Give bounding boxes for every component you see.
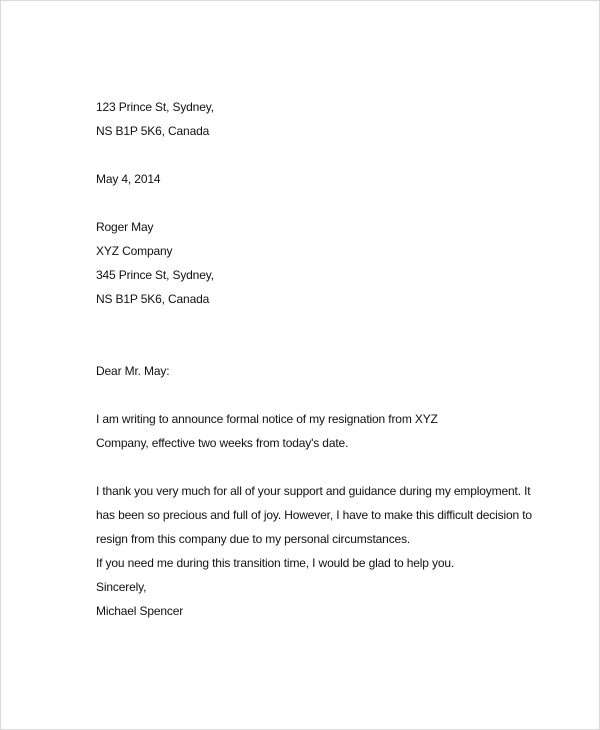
- recipient-name: Roger May: [96, 220, 154, 234]
- paragraph-2-line-4: If you need me during this transition time, I would be glad to help you.: [96, 556, 455, 570]
- recipient-address-line-2: NS B1P 5K6, Canada: [96, 292, 210, 306]
- sender-address-line-1: 123 Prince St, Sydney,: [96, 100, 214, 114]
- recipient-company: XYZ Company: [96, 244, 173, 258]
- signature: Michael Spencer: [96, 604, 184, 618]
- recipient-address-line-1: 345 Prince St, Sydney,: [96, 268, 214, 282]
- closing: Sincerely,: [96, 580, 147, 594]
- paragraph-1-line-1: I am writing to announce formal notice of my resignation from XYZ: [96, 412, 438, 426]
- paragraph-1-line-2: Company, effective two weeks from today's date.: [96, 436, 349, 450]
- letter-date: May 4, 2014: [96, 172, 161, 186]
- sender-address-line-2: NS B1P 5K6, Canada: [96, 124, 210, 138]
- salutation: Dear Mr. May:: [96, 364, 170, 378]
- paragraph-2-line-1: I thank you very much for all of your support and guidance during my employment. It: [96, 484, 531, 498]
- paragraph-2-line-2: has been so precious and full of joy. However, I have to make this difficult decision to: [96, 508, 532, 522]
- paragraph-2-line-3: resign from this company due to my personal circumstances.: [96, 532, 411, 546]
